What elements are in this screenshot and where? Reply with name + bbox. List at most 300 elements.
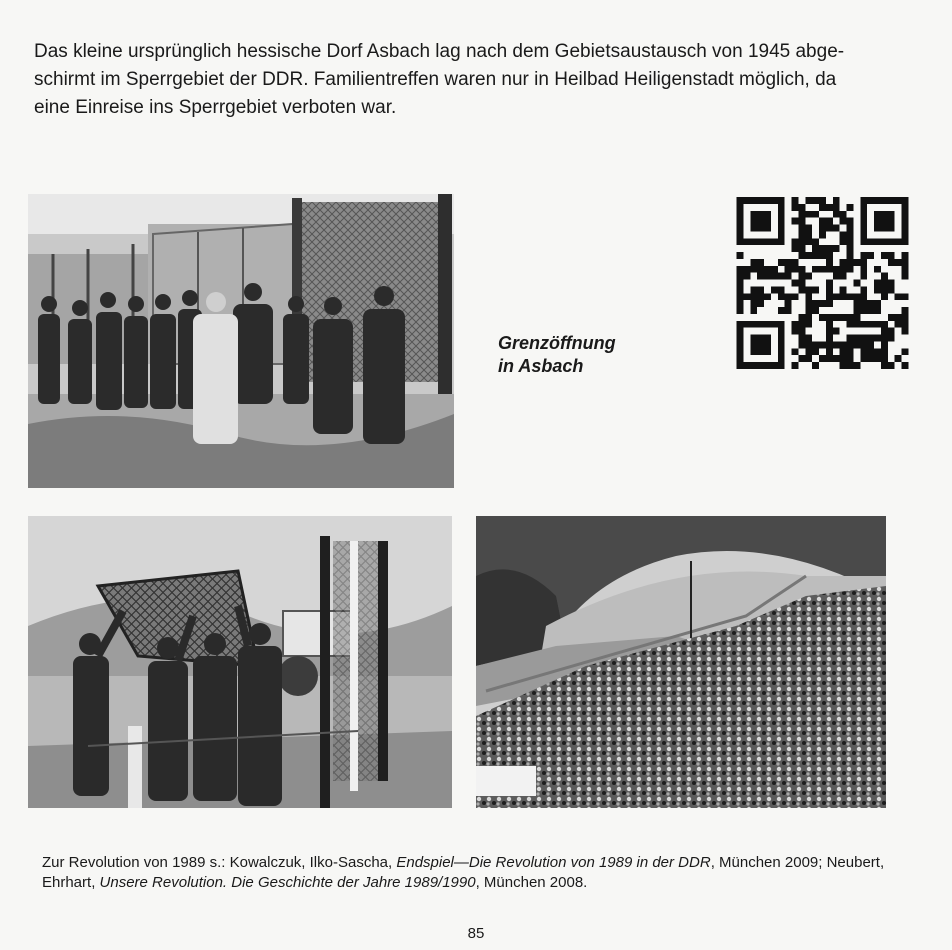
qr-module xyxy=(750,238,757,245)
qr-module xyxy=(743,197,750,204)
qr-module xyxy=(757,266,764,273)
qr-module xyxy=(750,218,757,225)
qr-module xyxy=(853,335,860,342)
qr-module xyxy=(867,335,874,342)
qr-module xyxy=(798,273,805,280)
qr-module xyxy=(792,245,799,252)
qr-module xyxy=(792,238,799,245)
qr-module xyxy=(792,328,799,335)
qr-module xyxy=(737,335,744,342)
photo-border-fence-crowd xyxy=(28,194,454,488)
ref-text-1: Zur Revolution von 1989 s.: Kowalczuk, Ilko-Sascha, xyxy=(42,854,397,871)
references-footnote xyxy=(42,853,902,893)
qr-module xyxy=(757,341,764,348)
caption-line-2: in Asbach xyxy=(498,356,584,376)
qr-module xyxy=(798,211,805,218)
qr-module xyxy=(902,273,909,280)
qr-module xyxy=(778,204,785,211)
qr-module xyxy=(888,362,895,369)
qr-module xyxy=(847,341,854,348)
qr-module xyxy=(750,307,757,314)
qr-module xyxy=(853,362,860,369)
qr-module xyxy=(764,335,771,342)
qr-module xyxy=(840,211,847,218)
qr-module xyxy=(888,238,895,245)
qr-module xyxy=(737,252,744,259)
qr-module xyxy=(826,225,833,232)
qr-module xyxy=(792,362,799,369)
qr-module xyxy=(833,328,840,335)
qr-module xyxy=(867,348,874,355)
qr-module xyxy=(764,225,771,232)
qr-module xyxy=(840,355,847,362)
qr-module xyxy=(881,225,888,232)
qr-module xyxy=(881,328,888,335)
qr-module xyxy=(860,218,867,225)
qr-module xyxy=(737,293,744,300)
qr-module xyxy=(860,293,867,300)
qr-module xyxy=(874,300,881,307)
qr-module xyxy=(847,218,854,225)
qr-module xyxy=(888,218,895,225)
qr-module xyxy=(798,321,805,328)
qr-module xyxy=(743,293,750,300)
qr-module xyxy=(826,252,833,259)
qr-module xyxy=(888,286,895,293)
qr-module xyxy=(778,231,785,238)
qr-module xyxy=(860,286,867,293)
qr-module xyxy=(805,321,812,328)
qr-module xyxy=(737,238,744,245)
qr-module xyxy=(881,355,888,362)
qr-module xyxy=(812,362,819,369)
qr-module xyxy=(881,280,888,287)
qr-module xyxy=(840,238,847,245)
qr-module xyxy=(895,259,902,266)
qr-module xyxy=(792,266,799,273)
qr-module xyxy=(737,218,744,225)
qr-module xyxy=(888,225,895,232)
qr-module xyxy=(860,321,867,328)
qr-module xyxy=(778,273,785,280)
qr-module xyxy=(812,245,819,252)
qr-module xyxy=(737,307,744,314)
qr-module xyxy=(867,321,874,328)
qr-module xyxy=(860,204,867,211)
qr-module xyxy=(874,225,881,232)
qr-module xyxy=(860,341,867,348)
qr-module xyxy=(757,218,764,225)
qr-module xyxy=(895,197,902,204)
qr-module xyxy=(805,341,812,348)
qr-module xyxy=(764,211,771,218)
qr-module xyxy=(847,348,854,355)
qr-module xyxy=(853,314,860,321)
qr-module xyxy=(847,252,854,259)
qr-module xyxy=(805,286,812,293)
qr-module xyxy=(902,204,909,211)
qr-module xyxy=(757,273,764,280)
qr-module xyxy=(826,293,833,300)
qr-module xyxy=(737,328,744,335)
qr-module xyxy=(757,211,764,218)
qr-module xyxy=(853,300,860,307)
qr-module xyxy=(860,266,867,273)
qr-module xyxy=(826,300,833,307)
qr-module xyxy=(860,273,867,280)
qr-module xyxy=(737,348,744,355)
qr-module xyxy=(881,321,888,328)
qr-module xyxy=(874,348,881,355)
qr-module xyxy=(860,335,867,342)
qr-module xyxy=(874,218,881,225)
qr-module xyxy=(881,273,888,280)
qr-module xyxy=(860,259,867,266)
photo-caption xyxy=(498,332,616,378)
qr-module xyxy=(812,252,819,259)
qr-module xyxy=(778,341,785,348)
ref-title-endspiel: Endspiel—Die Revolution von 1989 in der DDR xyxy=(396,854,711,871)
qr-module xyxy=(798,280,805,287)
qr-module xyxy=(785,293,792,300)
qr-module xyxy=(737,231,744,238)
qr-module xyxy=(860,211,867,218)
qr-module xyxy=(805,225,812,232)
qr-module xyxy=(757,225,764,232)
qr-module xyxy=(805,252,812,259)
qr-module xyxy=(826,245,833,252)
qr-module xyxy=(840,266,847,273)
qr-module xyxy=(778,211,785,218)
qr-module xyxy=(874,307,881,314)
qr-module xyxy=(874,197,881,204)
qr-module xyxy=(750,211,757,218)
qr-module xyxy=(847,238,854,245)
qr-module xyxy=(778,293,785,300)
qr-module xyxy=(778,348,785,355)
intro-line-2: schirmt im Sperrgebiet der DDR. Familientreffen waren nur in Heilbad Heiligenstadt möglich, da xyxy=(34,69,837,90)
qr-module xyxy=(833,293,840,300)
qr-module xyxy=(798,252,805,259)
qr-module xyxy=(895,321,902,328)
qr-module xyxy=(737,225,744,232)
qr-module xyxy=(902,362,909,369)
qr-module xyxy=(812,266,819,273)
qr-module xyxy=(895,238,902,245)
photo-crowd-valley xyxy=(476,516,886,808)
ref-title-unsere-revolution: Unsere Revolution. Die Geschichte der Jahre 1989/1990 xyxy=(99,874,476,891)
qr-module xyxy=(792,293,799,300)
qr-module xyxy=(860,307,867,314)
qr-module xyxy=(757,259,764,266)
qr-module xyxy=(750,286,757,293)
qr-module xyxy=(798,341,805,348)
qr-module xyxy=(805,335,812,342)
qr-module xyxy=(798,245,805,252)
qr-module xyxy=(881,218,888,225)
qr-module xyxy=(840,293,847,300)
qr-module xyxy=(819,218,826,225)
qr-module xyxy=(867,307,874,314)
qr-module xyxy=(826,280,833,287)
qr-module xyxy=(881,362,888,369)
qr-module xyxy=(874,321,881,328)
qr-module xyxy=(778,328,785,335)
qr-module xyxy=(826,328,833,335)
qr-module xyxy=(805,300,812,307)
qr-module xyxy=(819,341,826,348)
qr-module xyxy=(888,335,895,342)
qr-module xyxy=(902,321,909,328)
qr-module xyxy=(812,197,819,204)
qr-module xyxy=(819,252,826,259)
qr-module xyxy=(737,286,744,293)
qr-module xyxy=(833,225,840,232)
qr-module xyxy=(847,259,854,266)
qr-module xyxy=(888,314,895,321)
qr-module xyxy=(737,341,744,348)
qr-module xyxy=(819,204,826,211)
qr-module xyxy=(902,307,909,314)
qr-code[interactable] xyxy=(735,197,910,369)
qr-module xyxy=(902,225,909,232)
qr-module xyxy=(888,197,895,204)
qr-module xyxy=(778,362,785,369)
qr-module xyxy=(812,300,819,307)
qr-module xyxy=(792,259,799,266)
qr-module xyxy=(874,280,881,287)
qr-module xyxy=(764,218,771,225)
qr-module xyxy=(840,341,847,348)
qr-module xyxy=(874,286,881,293)
qr-module xyxy=(778,355,785,362)
qr-module xyxy=(833,314,840,321)
qr-module xyxy=(750,225,757,232)
qr-module xyxy=(798,204,805,211)
qr-module xyxy=(833,355,840,362)
qr-module xyxy=(812,341,819,348)
qr-module xyxy=(805,273,812,280)
qr-module xyxy=(778,335,785,342)
qr-module xyxy=(853,341,860,348)
qr-module xyxy=(737,197,744,204)
qr-module xyxy=(798,335,805,342)
qr-module xyxy=(847,245,854,252)
page-number: 85 xyxy=(467,925,485,942)
qr-module xyxy=(750,362,757,369)
qr-module xyxy=(847,314,854,321)
qr-module xyxy=(757,335,764,342)
intro-line-1: Das kleine ursprünglich hessische Dorf Asbach lag nach dem Gebietsaustausch von 1945 abge- xyxy=(34,41,845,62)
qr-module xyxy=(833,211,840,218)
qr-module xyxy=(902,314,909,321)
qr-module xyxy=(785,266,792,273)
qr-module xyxy=(805,307,812,314)
qr-module xyxy=(826,341,833,348)
qr-module xyxy=(792,348,799,355)
qr-module xyxy=(785,273,792,280)
qr-module xyxy=(805,355,812,362)
qr-module xyxy=(847,225,854,232)
qr-module xyxy=(750,293,757,300)
qr-module xyxy=(833,341,840,348)
qr-module xyxy=(778,307,785,314)
qr-module xyxy=(750,335,757,342)
qr-module xyxy=(798,355,805,362)
qr-module xyxy=(764,321,771,328)
qr-module xyxy=(750,321,757,328)
qr-module xyxy=(778,238,785,245)
qr-module xyxy=(771,321,778,328)
qr-module xyxy=(840,286,847,293)
intro-line-3: eine Einreise ins Sperrgebiet verboten war. xyxy=(34,97,397,118)
qr-module xyxy=(888,328,895,335)
qr-module xyxy=(853,259,860,266)
qr-module xyxy=(750,341,757,348)
qr-module xyxy=(840,348,847,355)
qr-module xyxy=(826,321,833,328)
qr-module xyxy=(812,348,819,355)
caption-line-1: Grenzöffnung xyxy=(498,333,616,353)
qr-module xyxy=(881,286,888,293)
qr-module xyxy=(902,259,909,266)
qr-module xyxy=(847,321,854,328)
qr-module xyxy=(860,355,867,362)
qr-module xyxy=(750,197,757,204)
qr-module xyxy=(792,321,799,328)
qr-module xyxy=(737,266,744,273)
qr-module xyxy=(826,266,833,273)
qr-module xyxy=(785,259,792,266)
qr-module xyxy=(764,348,771,355)
qr-module xyxy=(805,211,812,218)
qr-module xyxy=(798,314,805,321)
qr-module xyxy=(737,273,744,280)
qr-module xyxy=(792,204,799,211)
qr-module xyxy=(798,238,805,245)
qr-module xyxy=(902,266,909,273)
qr-module xyxy=(778,225,785,232)
qr-module xyxy=(881,335,888,342)
qr-module xyxy=(895,314,902,321)
qr-module xyxy=(805,197,812,204)
qr-module xyxy=(778,197,785,204)
qr-module xyxy=(737,300,744,307)
qr-module xyxy=(888,211,895,218)
qr-module xyxy=(881,341,888,348)
qr-module xyxy=(840,218,847,225)
qr-module xyxy=(737,355,744,362)
qr-module xyxy=(764,293,771,300)
qr-module xyxy=(874,355,881,362)
qr-module xyxy=(840,231,847,238)
qr-module xyxy=(888,280,895,287)
qr-module xyxy=(757,238,764,245)
qr-module xyxy=(757,321,764,328)
qr-module xyxy=(840,259,847,266)
qr-module xyxy=(874,238,881,245)
qr-module xyxy=(874,211,881,218)
qr-module xyxy=(881,252,888,259)
qr-module xyxy=(798,231,805,238)
qr-module xyxy=(867,355,874,362)
qr-module xyxy=(778,286,785,293)
qr-module xyxy=(792,218,799,225)
qr-module xyxy=(750,266,757,273)
qr-module xyxy=(860,197,867,204)
qr-module xyxy=(833,266,840,273)
qr-module xyxy=(757,348,764,355)
qr-module xyxy=(757,293,764,300)
qr-module xyxy=(902,211,909,218)
qr-module xyxy=(798,218,805,225)
qr-module xyxy=(826,218,833,225)
qr-module xyxy=(860,225,867,232)
qr-module xyxy=(737,362,744,369)
qr-module xyxy=(819,300,826,307)
qr-module xyxy=(847,293,854,300)
qr-module xyxy=(826,286,833,293)
qr-module xyxy=(860,300,867,307)
qr-module xyxy=(833,197,840,204)
qr-module xyxy=(860,238,867,245)
qr-module xyxy=(840,362,847,369)
qr-module xyxy=(805,348,812,355)
qr-module xyxy=(881,348,888,355)
qr-module xyxy=(819,314,826,321)
qr-module xyxy=(812,238,819,245)
qr-module xyxy=(833,273,840,280)
qr-module xyxy=(764,266,771,273)
qr-module xyxy=(805,293,812,300)
qr-module xyxy=(750,348,757,355)
qr-module xyxy=(860,252,867,259)
qr-module xyxy=(792,197,799,204)
qr-module xyxy=(847,335,854,342)
qr-module xyxy=(867,341,874,348)
qr-module xyxy=(750,259,757,266)
qr-module xyxy=(757,362,764,369)
qr-module xyxy=(812,286,819,293)
qr-module xyxy=(771,286,778,293)
ref-text-2: , München 2009; Neubert, Ehrhart, xyxy=(42,854,885,891)
qr-module xyxy=(847,355,854,362)
qr-module xyxy=(826,348,833,355)
qr-module xyxy=(902,328,909,335)
qr-module xyxy=(805,314,812,321)
qr-module xyxy=(750,300,757,307)
qr-module xyxy=(771,362,778,369)
qr-module xyxy=(867,300,874,307)
qr-module xyxy=(826,314,833,321)
qr-module xyxy=(867,238,874,245)
qr-module xyxy=(902,231,909,238)
qr-module xyxy=(874,335,881,342)
qr-module xyxy=(881,197,888,204)
qr-module xyxy=(819,266,826,273)
qr-module xyxy=(826,335,833,342)
qr-module xyxy=(812,211,819,218)
qr-module xyxy=(805,231,812,238)
intro-paragraph xyxy=(34,38,914,122)
qr-module xyxy=(785,300,792,307)
qr-module xyxy=(895,293,902,300)
qr-module xyxy=(798,225,805,232)
qr-module xyxy=(737,321,744,328)
qr-module xyxy=(847,266,854,273)
qr-module xyxy=(853,321,860,328)
qr-module xyxy=(819,355,826,362)
